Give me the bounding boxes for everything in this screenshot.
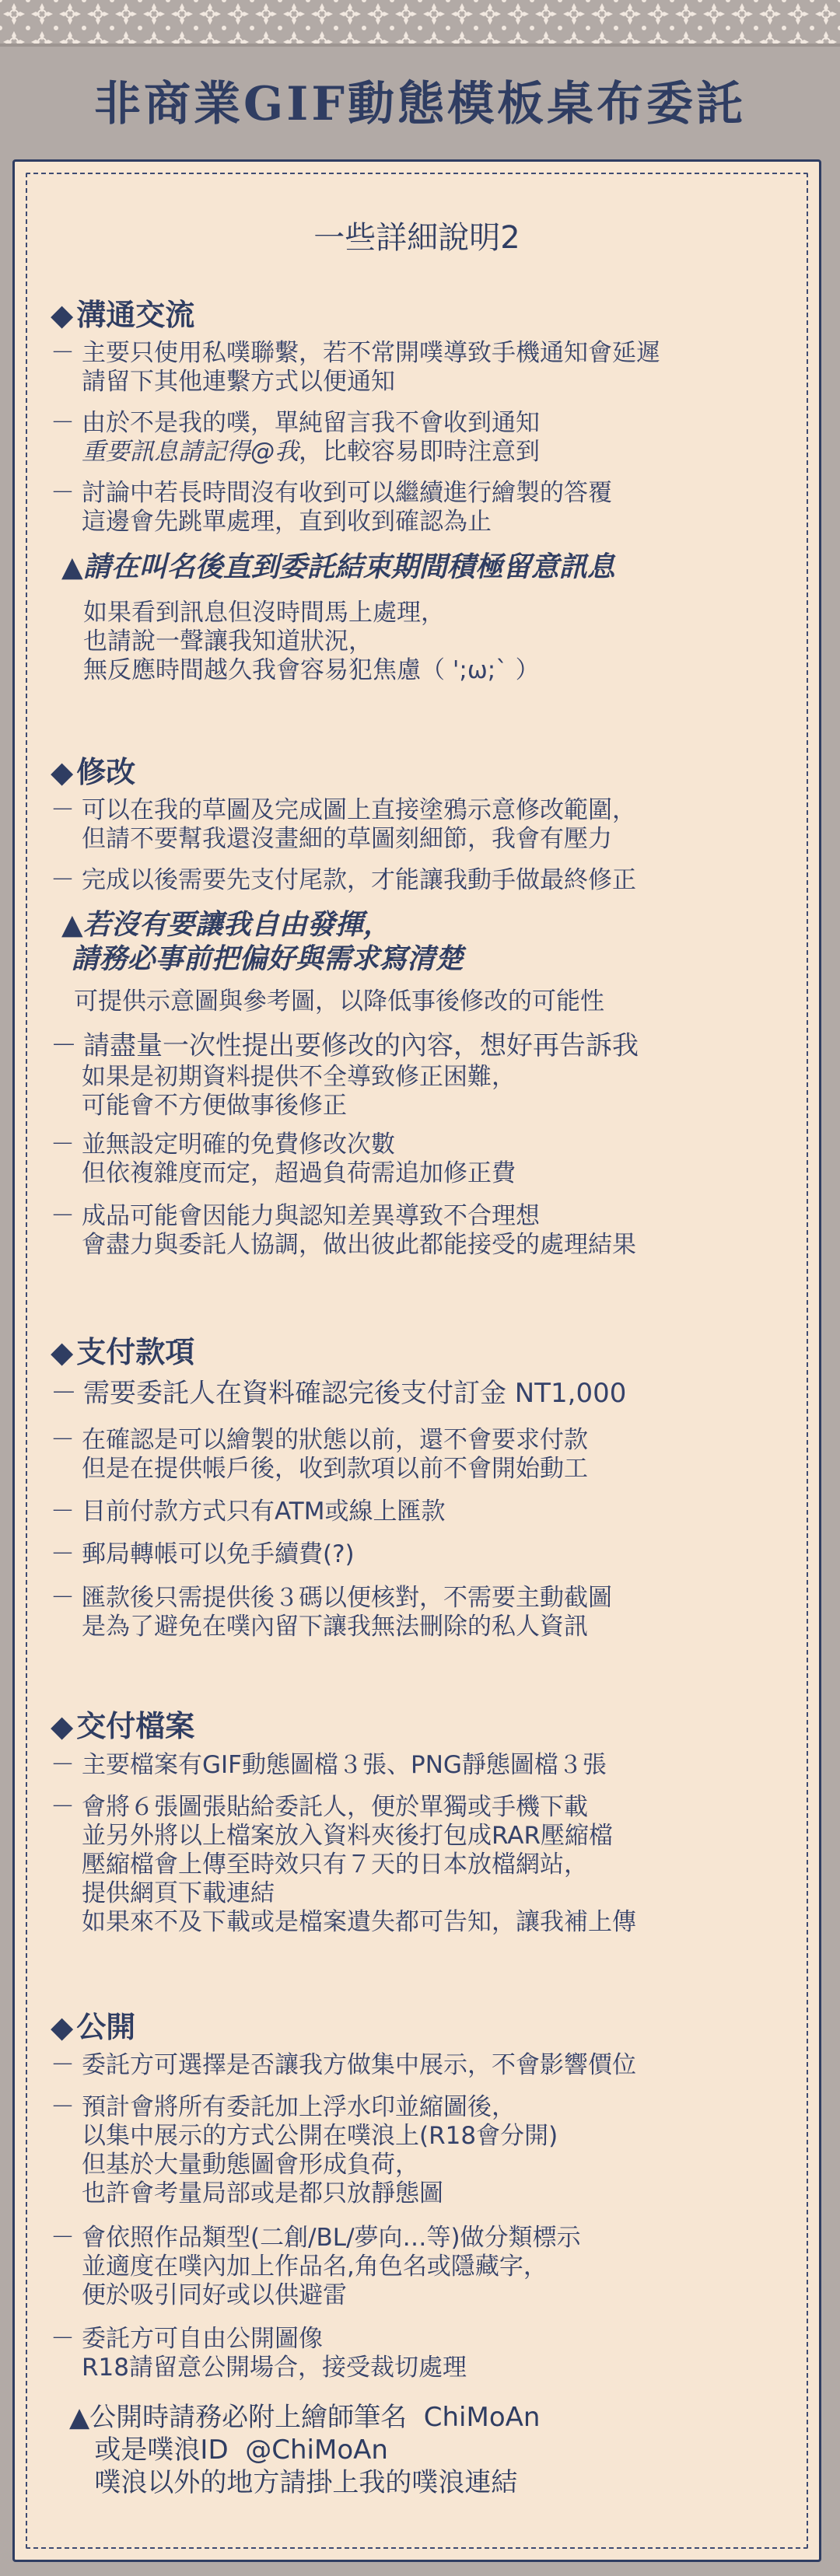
section-title-delivery: ◆ 交付檔案 (51, 1709, 195, 1743)
dash-bullet-icon: － (51, 1131, 75, 1159)
triangle-warning-icon: ▲ (61, 551, 83, 583)
dash-bullet-icon: － (51, 2093, 75, 2121)
dash-bullet-icon: － (51, 866, 75, 894)
triangle-warning-icon: ▲ (61, 909, 83, 941)
panel-dashed-border: 一些詳細說明2 ◆ 溝通交流 － 主要只使用私噗聯繫，若不常開噗導致手機通知會延遲 請留下其他連繫方式以便通知 － 由於不是我的噗，單純留言我不會收到通知 重要訊息請記得@我，比較容易即時注意到 － 討論中若長時間沒有收到可以繼續進行繪製的答覆 這邊會先跳單處理，直到收到確認為止 ▲請在叫名後直到委託結束期間積極留意訊息 如果看到訊息但沒時間馬上處理， 也請說一聲讓我知道狀況， 無反應時間越久我會容易犯焦慮（ ';ω;` ） ◆ 修改 － 可以在我的草圖及完成圖上直接塗鴉示意修改範圍， 但請不要幫我還沒畫細的草圖刻細節，我會有壓力 － 完成以後需要先支付尾款，才能讓我動手做最終修正 ▲若沒有要讓我自由發揮， 請務必事前把偏好與需求寫清楚 可提供示意圖與參考圖，以降低事後修改的可能性 － 請盡量一次性提出要修改的內容，想好再告訴我 如果是初期資料提供不全導致修正困難， 可能會不方便做事後修正 － 並無設定明確的免費修改次數 但依複雜度而定，超過負荷需追加修正費 － 成品可能會因能力與認知差異導致不合理想 會盡力與委託人協調，做出彼此都能接受的處理結果 ◆ 支付款項 － 需要委託人在資料確認完後支付訂金 NT1,000 － 在確認是可以繪製的狀態以前，還不會要求付款 但是在提供帳戶後，收到款項以前不會開始動工 － 目前付款方式只有ATM或線上匯款 － 郵局轉帳可以免手續費(?) － 匯款後只需提供後３碼以便核對，不需要主動截圖 是為了避免在噗內留下讓我無法刪除的私人資訊 ◆ 交付檔案 － 主要檔案有GIF動態圖檔３張、PNG靜態圖檔３張 － 會將６張圖張貼給委託人，便於單獨或手機下載 並另外將以上檔案放入資料夾後打包成RAR壓縮檔 壓縮檔會上傳至時效只有７天的日本放檔網站， 提供網頁下載連結 如果來不及下載或是檔案遺失都可告知，讓我補上傳 ◆ 公開 － 委託方可選擇是否讓我方做集中展示，不會影響價位 － 預計會將所有委託加上浮水印並縮圖後， 以集中展示的方式公開在噗浪上(R18會分開) 但基於大量動態圖會形成負荷， 也許會考量局部或是都只放靜態圖 － 會依照作品類型(二創/BL/夢向…等)做分類標示 並適度在噗內加上作品名,角色名或隱藏字， 便於吸引同好或以供避雷 － 委託方可自由公開圖像 R18請留意公開場合，接受裁切處理 ▲公開時請務必附上繪師筆名 ChiMoAn 或是噗浪ID @ChiMoAn 噗浪以外的地方請掛上我的噗浪連結 (26, 173, 808, 2549)
dash-bullet-icon: － (51, 1793, 75, 1821)
section-title-publish: ◆ 公開 (51, 2010, 136, 2044)
dash-bullet-icon: － (51, 409, 75, 437)
diamond-icon: ◆ (51, 2010, 74, 2044)
details-panel (12, 159, 821, 2562)
note-text: 可提供示意圖與參考圖，以降低事後修改的可能性 (74, 987, 604, 1015)
triangle-warning-icon: ▲ (69, 2402, 90, 2433)
dash-bullet-icon: － (51, 1584, 75, 1612)
section-title-communication: ◆ 溝通交流 (51, 298, 195, 332)
section-title-revision: ◆ 修改 (51, 755, 136, 789)
dash-bullet-icon: － (51, 339, 75, 367)
note-text: 如果看到訊息但沒時間馬上處理， 也請說一聲讓我知道狀況， 無反應時間越久我會容易犯焦慮（ ';ω;` ） (83, 599, 540, 684)
dash-bullet-icon: － (51, 1540, 75, 1568)
dash-bullet-icon: － (51, 2325, 75, 2353)
dash-bullet-icon: － (51, 796, 75, 824)
dash-bullet-icon: － (51, 1202, 75, 1230)
credit-requirement: ▲公開時請務必附上繪師筆名 ChiMoAn 或是噗浪ID @ChiMoAn 噗浪以外的地方請掛上我的噗浪連結 (69, 2402, 541, 2498)
diamond-icon: ◆ (51, 1335, 74, 1369)
diamond-icon: ◆ (51, 298, 74, 332)
mention-reminder: 重要訊息請記得@我 (82, 438, 299, 466)
decorative-pattern-band (0, 0, 840, 48)
dash-bullet-icon: － (51, 1030, 77, 1061)
dash-bullet-icon: － (51, 1426, 75, 1454)
dash-bullet-icon: － (51, 1498, 75, 1526)
dash-bullet-icon: － (51, 2051, 75, 2079)
diamond-icon: ◆ (51, 1709, 74, 1743)
dash-bullet-icon: － (51, 1751, 75, 1779)
panel-subtitle: 一些詳細說明2 (313, 220, 520, 256)
section-title-payment: ◆ 支付款項 (51, 1335, 195, 1369)
dash-bullet-icon: － (51, 2224, 75, 2252)
diamond-icon: ◆ (51, 755, 74, 789)
warning-message: ▲請在叫名後直到委託結束期間積極留意訊息 (61, 551, 615, 583)
dash-bullet-icon: － (51, 479, 75, 507)
page-title: 非商業GIF動態模板桌布委託 (94, 77, 746, 131)
warning-message: ▲若沒有要讓我自由發揮， 請務必事前把偏好與需求寫清楚 (61, 909, 464, 975)
dash-bullet-icon: － (51, 1378, 77, 1409)
